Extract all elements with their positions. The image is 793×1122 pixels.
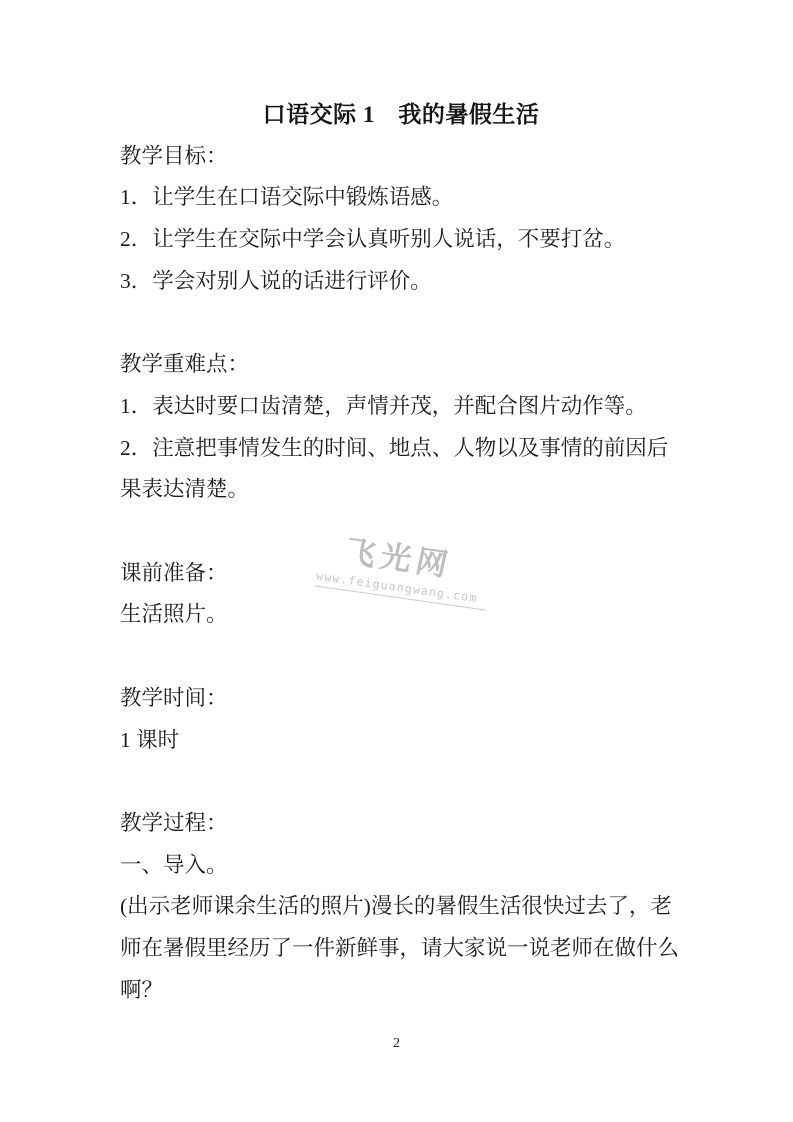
- watermark-url: www.feiguangwang.com: [314, 569, 488, 611]
- section-teaching-time: [120, 678, 682, 761]
- section-heading: 教学过程：: [120, 810, 228, 835]
- section-key-points: [120, 344, 682, 511]
- paragraph-line: 2．注意把事情发生的时间、地点、人物以及事情的前因后果表达清楚。: [120, 435, 669, 502]
- watermark-logo: 飞光网: [341, 533, 456, 584]
- page-number: 2: [393, 1036, 400, 1051]
- paragraph-line: 1 课时: [120, 727, 180, 752]
- document-title: 口语交际 1 我的暑假生活: [262, 102, 540, 127]
- paragraph-line: (出示老师课余生活的照片)漫长的暑假生活很快过去了，老师在暑假里经历了一件新鲜事，请大家说一说老师在做什么啊？: [120, 894, 680, 1002]
- document-content: [120, 94, 682, 1011]
- paragraph-line: 1．让学生在口语交际中锻炼语感。: [120, 185, 454, 210]
- section-heading: 教学目标：: [120, 143, 228, 168]
- paragraph-line: 2．让学生在交际中学会认真听别人说话，不要打岔。: [120, 227, 626, 252]
- paragraph-line: 生活照片。: [120, 602, 228, 627]
- paragraph-line: 1．表达时要口齿清楚，声情并茂，并配合图片动作等。: [120, 393, 647, 418]
- section-teaching-process: [120, 803, 682, 1012]
- section-heading: 教学时间：: [120, 685, 228, 710]
- section-teaching-objectives: [120, 136, 682, 303]
- section-heading: 教学重难点：: [120, 352, 250, 377]
- paragraph-line: 3．学会对别人说的话进行评价。: [120, 268, 432, 293]
- section-preparation: [120, 553, 682, 636]
- paragraph-line: 一、导入。: [120, 852, 228, 877]
- section-heading: 课前准备：: [120, 560, 228, 585]
